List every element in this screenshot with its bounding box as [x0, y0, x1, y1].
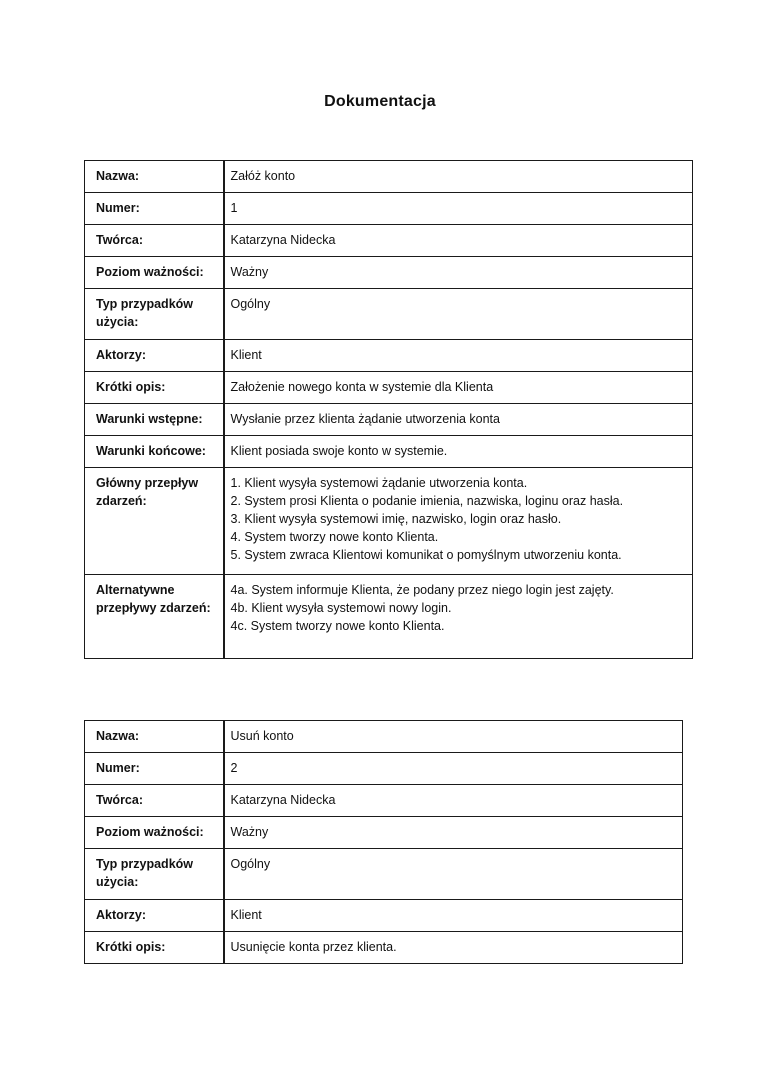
table-row [85, 340, 693, 372]
table-row [85, 575, 693, 659]
type-label: Typ przypadków użycia: [85, 289, 224, 340]
short-desc-value: Założenie nowego konta w systemie dla Klienta [224, 372, 693, 404]
author-label: Twórca: [85, 225, 224, 257]
author-value: Katarzyna Nidecka [224, 785, 683, 817]
name-label: Nazwa: [85, 161, 224, 193]
table-row [85, 193, 693, 225]
number-value: 1 [224, 193, 693, 225]
short-desc-value: Usunięcie konta przez klienta. [224, 932, 683, 964]
table-row [85, 900, 683, 932]
main-flow-step: 5. System zwraca Klientowi komunikat o pomyślnym utworzeniu konta. [230, 548, 622, 562]
alt-flow-step: 4b. Klient wysyła systemowi nowy login. [230, 601, 452, 615]
page-title: Dokumentacja [324, 93, 436, 110]
table-row [85, 225, 693, 257]
alt-flow-step: 4c. System tworzy nowe konto Klienta. [230, 619, 445, 633]
number-label: Numer: [85, 193, 224, 225]
type-label: Typ przypadków użycia: [85, 849, 224, 900]
table-row [85, 721, 683, 753]
alt-flow-label: Alternatywne przepływy zdarzeń: [85, 575, 224, 659]
priority-value: Ważny [224, 257, 693, 289]
name-value: Załóż konto [224, 161, 693, 193]
actors-label: Aktorzy: [85, 900, 224, 932]
table-row [85, 404, 693, 436]
number-label: Numer: [85, 753, 224, 785]
number-value: 2 [224, 753, 683, 785]
type-value: Ogólny [224, 849, 683, 900]
type-value: Ogólny [224, 289, 693, 340]
name-value: Usuń konto [224, 721, 683, 753]
main-flow-step: 1. Klient wysyła systemowi żądanie utworzenia konta. [230, 476, 528, 490]
table-row [85, 817, 683, 849]
use-case-table-1 [84, 160, 693, 659]
preconditions-label: Warunki wstępne: [85, 404, 224, 436]
main-flow-label: Główny przepływ zdarzeń: [85, 468, 224, 575]
main-flow-list [224, 468, 693, 575]
table-row [85, 468, 693, 575]
table-row [85, 932, 683, 964]
table-row [85, 849, 683, 900]
priority-label: Poziom ważności: [85, 257, 224, 289]
table-row [85, 257, 693, 289]
table-row [85, 289, 693, 340]
priority-value: Ważny [224, 817, 683, 849]
preconditions-value: Wysłanie przez klienta żądanie utworzenia konta [224, 404, 693, 436]
use-case-table-2 [84, 720, 683, 964]
postconditions-value: Klient posiada swoje konto w systemie. [224, 436, 693, 468]
main-flow-step: 4. System tworzy nowe konto Klienta. [230, 530, 439, 544]
short-desc-label: Krótki opis: [85, 372, 224, 404]
actors-value: Klient [224, 900, 683, 932]
alt-flow-list [224, 575, 693, 659]
table-row [85, 785, 683, 817]
author-label: Twórca: [85, 785, 224, 817]
alt-flow-step: 4a. System informuje Klienta, że podany przez niego login jest zajęty. [230, 583, 614, 597]
main-flow-step: 3. Klient wysyła systemowi imię, nazwisko, login oraz hasło. [230, 512, 562, 526]
short-desc-label: Krótki opis: [85, 932, 224, 964]
name-label: Nazwa: [85, 721, 224, 753]
table-row [85, 753, 683, 785]
table-row [85, 436, 693, 468]
table-row [85, 161, 693, 193]
priority-label: Poziom ważności: [85, 817, 224, 849]
main-flow-step: 2. System prosi Klienta o podanie imienia, nazwiska, loginu oraz hasła. [230, 494, 624, 508]
table-row [85, 372, 693, 404]
author-value: Katarzyna Nidecka [224, 225, 693, 257]
actors-value: Klient [224, 340, 693, 372]
postconditions-label: Warunki końcowe: [85, 436, 224, 468]
actors-label: Aktorzy: [85, 340, 224, 372]
